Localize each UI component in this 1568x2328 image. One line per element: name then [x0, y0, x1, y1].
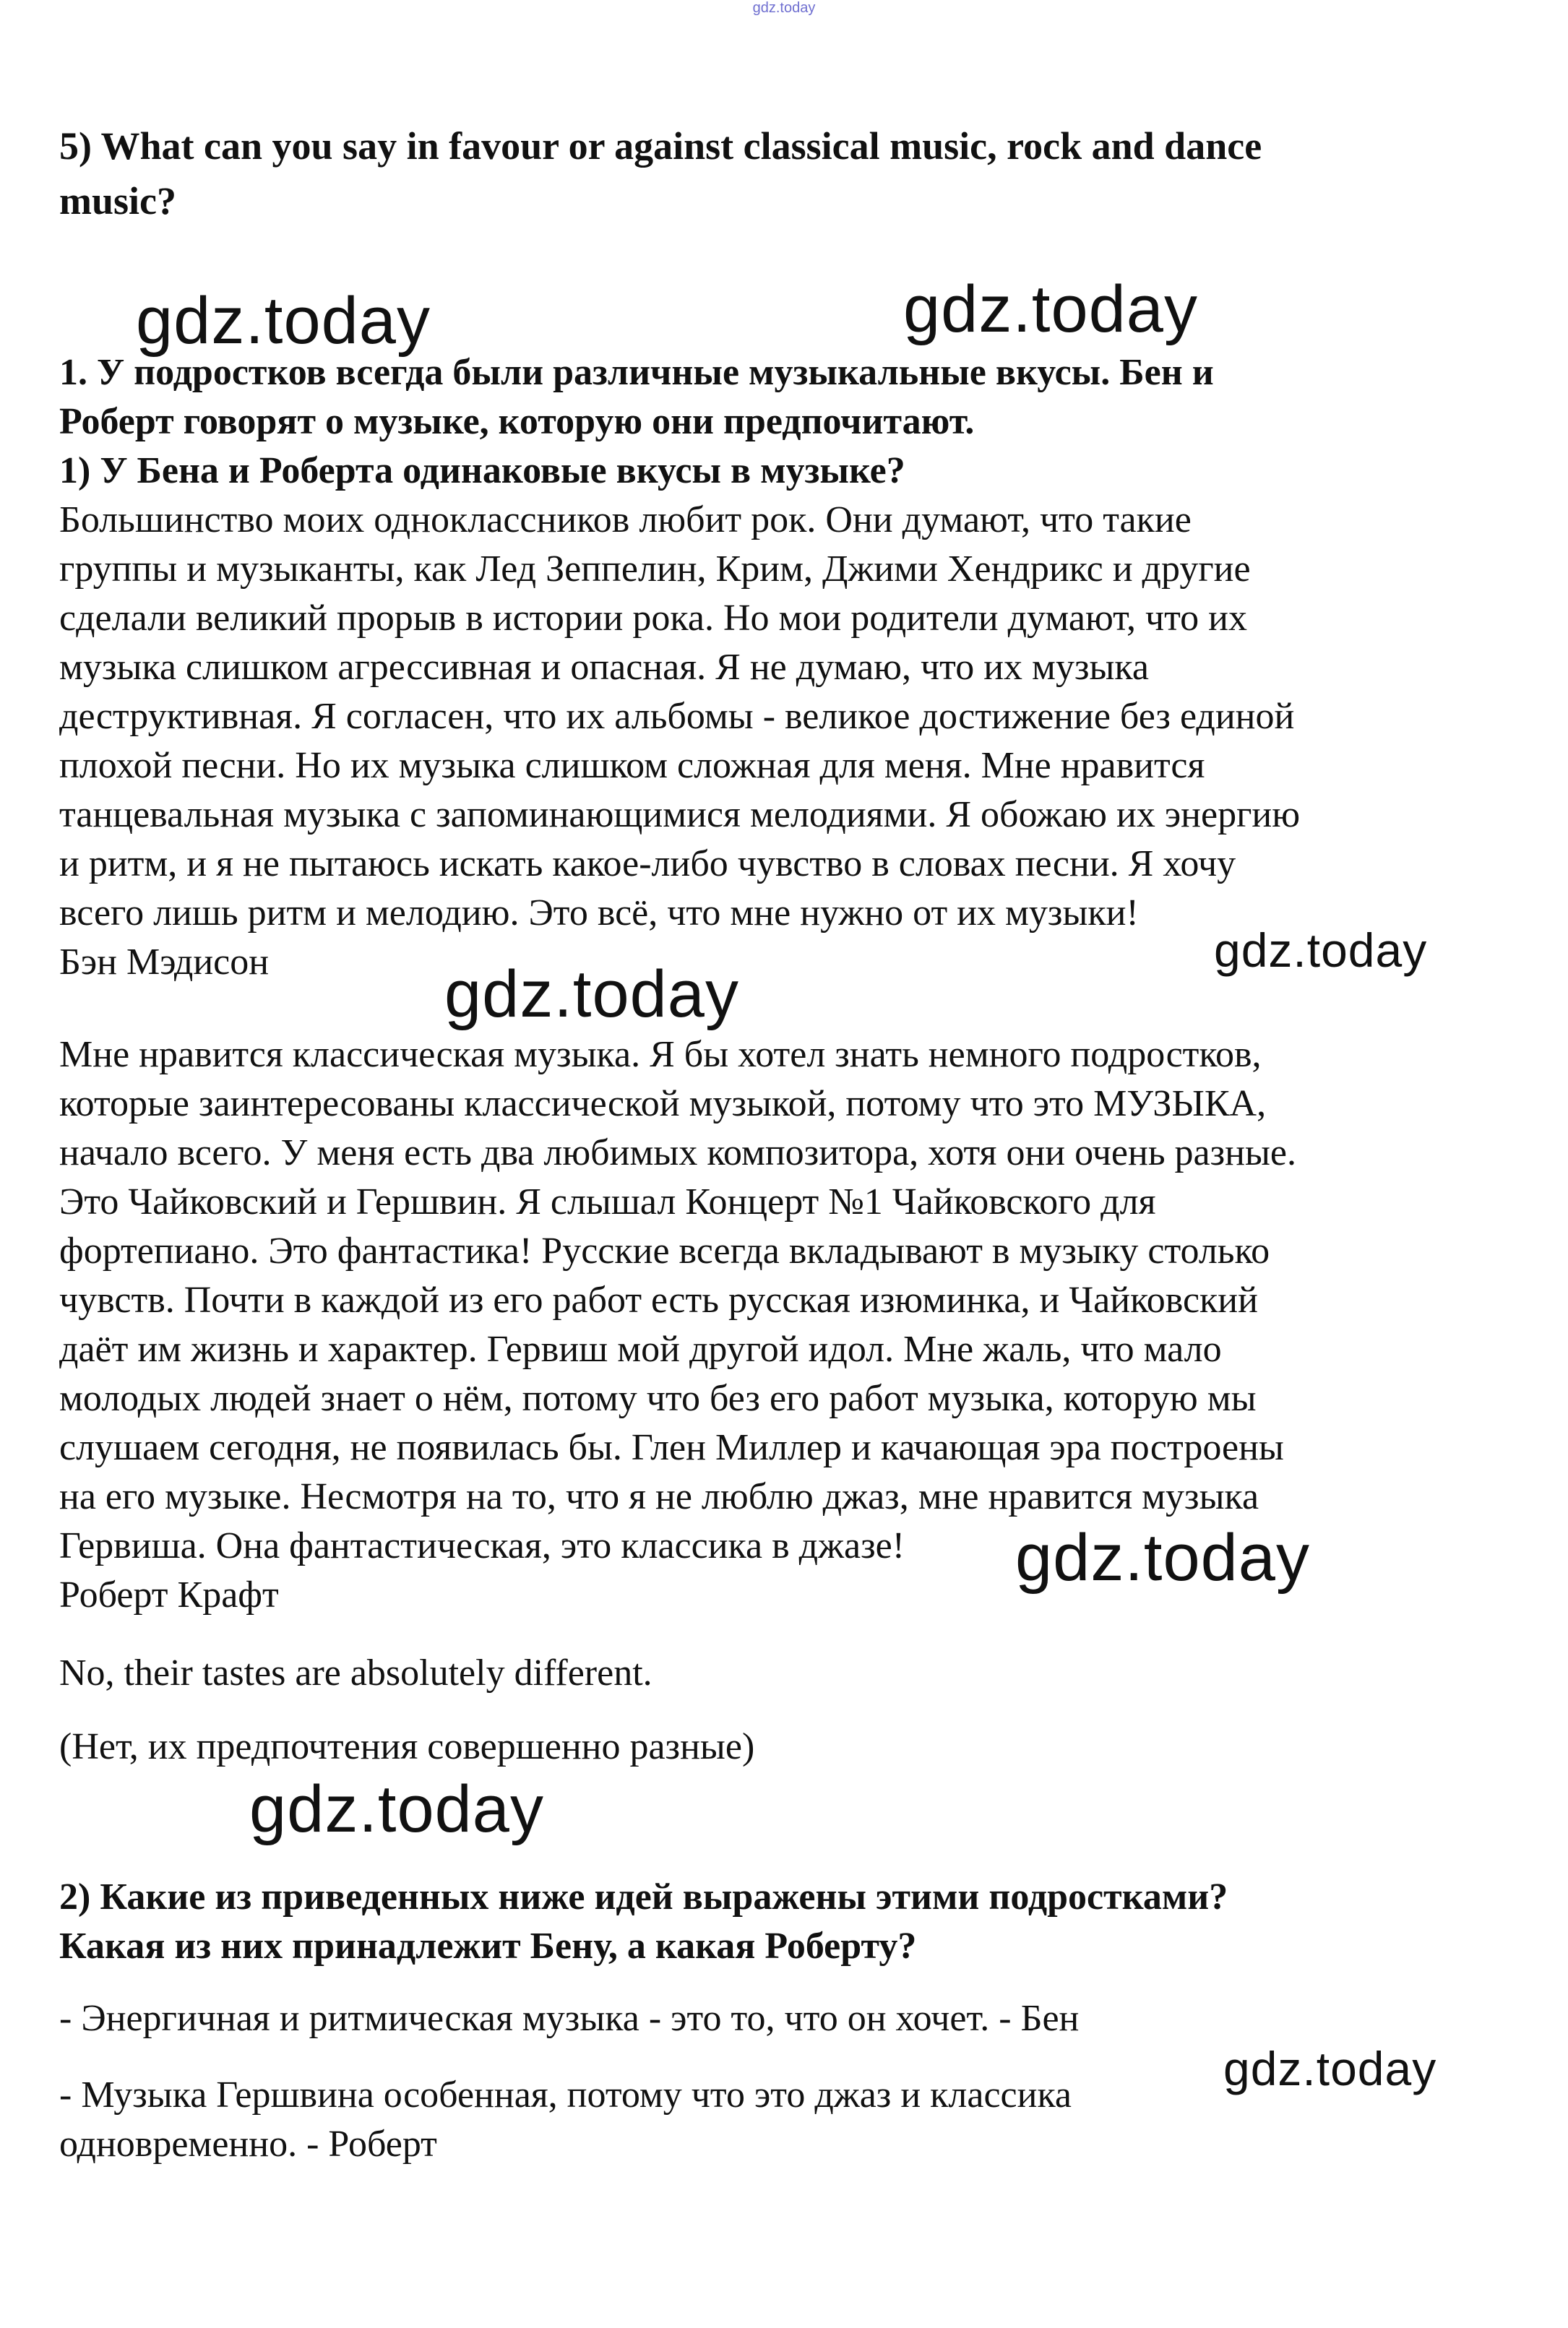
robert-line: Гервиша. Она фантастическая, это классика в джазе! — [59, 1525, 905, 1566]
answer-2-robert-line: одновременно. - Роберт — [59, 2124, 437, 2165]
robert-signature: Роберт Крафт — [59, 1574, 279, 1616]
task-1-heading-line: 1. У подростков всегда были различные музыкальные вкусы. Бен и — [59, 352, 1214, 393]
answer-2-ben-text: - Энергичная и ритмическая музыка - это то, что он хочет. - Бен — [59, 1998, 1080, 2039]
sub-question-2-line: Какая из них принадлежит Бену, а какая Роберту? — [59, 1926, 917, 1967]
ben-line: танцевальная музыка с запоминающимися мелодиями. Я обожаю их энергию — [59, 794, 1301, 835]
ben-line: музыка слишком агрессивная и опасная. Я не думаю, что их музыка — [59, 647, 1149, 688]
task-1-heading — [59, 348, 1526, 496]
watermark: gdz.today — [903, 272, 1198, 346]
answer-1-en — [59, 1649, 1526, 1698]
question-5 — [59, 118, 1526, 228]
robert-line: даёт им жизнь и характер. Гервиш мой другой идол. Мне жаль, что мало — [59, 1329, 1222, 1370]
robert-line: которые заинтересованы классической музыкой, потому что это МУЗЫКА, — [59, 1083, 1267, 1124]
robert-line: на его музыке. Несмотря на то, что я не люблю джаз, мне нравится музыка — [59, 1476, 1259, 1517]
answer-1-ru — [59, 1723, 1526, 1772]
ben-paragraph — [59, 496, 1526, 987]
robert-line: Это Чайковский и Гершвин. Я слышал Концерт №1 Чайковского для — [59, 1181, 1156, 1223]
robert-line: молодых людей знает о нём, потому что без его работ музыка, которую мы — [59, 1378, 1257, 1419]
watermark: gdz.today — [1015, 1521, 1310, 1595]
sub-question-2-line: 2) Какие из приведенных ниже идей выражены этими подростками? — [59, 1876, 1228, 1918]
question-5-line: music? — [59, 179, 176, 223]
ben-line: деструктивная. Я согласен, что их альбомы - великое достижение без единой — [59, 696, 1295, 737]
robert-line: слушаем сегодня, не появилась бы. Глен Миллер и качающая эра построены — [59, 1427, 1284, 1468]
answer-2-robert — [59, 2071, 1526, 2169]
sub-question-2 — [59, 1873, 1526, 1971]
ben-signature: Бэн Мэдисон — [59, 941, 270, 983]
answer-1-en-text: No, their tastes are absolutely different. — [59, 1652, 652, 1694]
ben-line: плохой песни. Но их музыка слишком сложная для меня. Мне нравится — [59, 745, 1205, 786]
watermark: gdz.today — [136, 284, 431, 358]
answer-1-ru-text: (Нет, их предпочтения совершенно разные) — [59, 1726, 755, 1767]
top-watermark: gdz.today — [752, 0, 816, 16]
robert-line: Мне нравится классическая музыка. Я бы хотел знать немного подростков, — [59, 1034, 1262, 1075]
ben-line: группы и музыканты, как Лед Зеппелин, Крим, Джими Хендрикс и другие — [59, 548, 1251, 590]
answer-2-ben — [59, 1994, 1526, 2043]
ben-line: всего лишь ритм и мелодию. Это всё, что мне нужно от их музыки! — [59, 892, 1139, 934]
watermark: gdz.today — [1223, 2042, 1437, 2095]
robert-line: фортепиано. Это фантастика! Русские всегда вкладывают в музыку столько — [59, 1230, 1270, 1272]
watermark: gdz.today — [249, 1772, 544, 1846]
watermark: gdz.today — [1214, 923, 1428, 977]
question-5-line: 5) What can you say in favour or against classical music, rock and dance — [59, 124, 1262, 168]
ben-line: Большинство моих одноклассников любит рок. Они думают, что такие — [59, 499, 1192, 540]
answer-2-robert-line: - Музыка Гершвина особенная, потому что это джаз и классика — [59, 2074, 1072, 2116]
robert-line: начало всего. У меня есть два любимых композитора, хотя они очень разные. — [59, 1132, 1297, 1173]
sub-question-1: 1) У Бена и Роберта одинаковые вкусы в музыке? — [59, 450, 905, 491]
robert-line: чувств. Почти в каждой из его работ есть русская изюминка, и Чайковский — [59, 1280, 1258, 1321]
task-1-heading-line: Роберт говорят о музыке, которую они предпочитают. — [59, 401, 975, 442]
ben-line: сделали великий прорыв в истории рока. Но мои родители думают, что их — [59, 598, 1247, 639]
watermark: gdz.today — [444, 957, 739, 1031]
ben-line: и ритм, и я не пытаюсь искать какое-либо чувство в словах песни. Я хочу — [59, 843, 1236, 884]
